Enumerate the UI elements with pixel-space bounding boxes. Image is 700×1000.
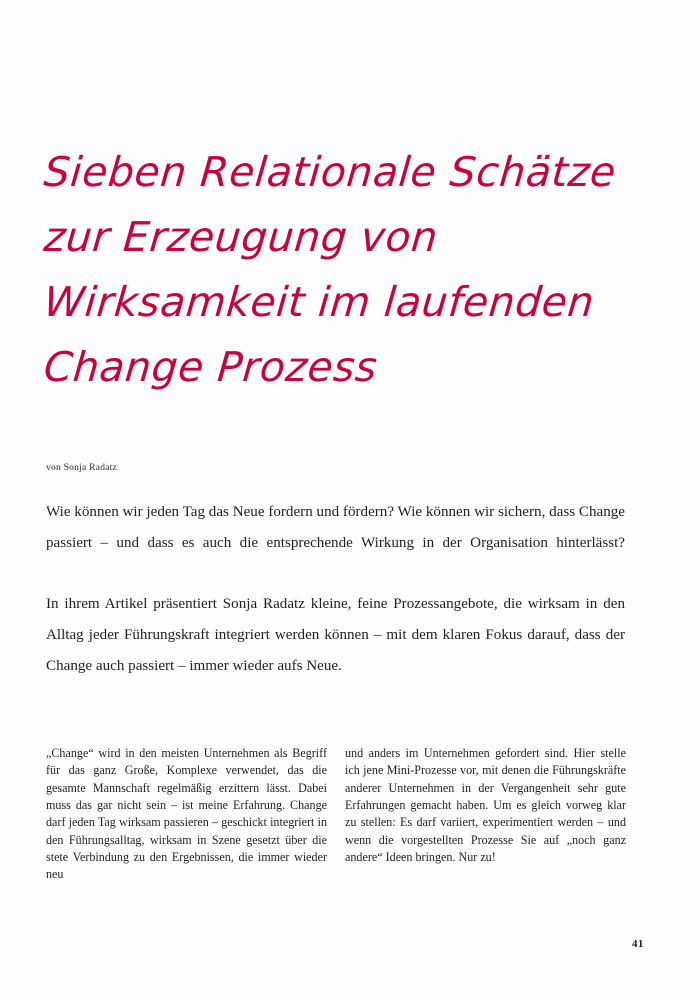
lead-paragraph-2: In ihrem Artikel präsentiert Sonja Radatz kleine, feine Prozessangebote, die wirksam in den Alltag jeder Führungskraft integriert werden können – mit dem klaren Fokus darauf, dass der Change auch passiert – immer wieder aufs Neue. — [46, 596, 625, 674]
byline: von Sonja Radatz — [46, 463, 118, 473]
body-column-left — [46, 745, 327, 884]
body-column-right — [345, 745, 626, 884]
title-line-1: Sieben Relationale Schätze — [41, 148, 619, 196]
title-line-4: Change Prozess — [41, 343, 380, 391]
body-text-columns — [46, 745, 626, 884]
lead-paragraph-block — [46, 497, 625, 682]
lead-paragraph-1: Wie können wir jeden Tag das Neue fordern und fördern? Wie können wir sichern, dass Change passiert – und dass es auch die entsprechende Wirkung in der Organisation hinterlässt? — [46, 504, 625, 551]
body-paragraph: „Change“ wird in den meisten Unternehmen als Begriff für das ganz Große, Komplexe verwendet, das die gesamte Mannschaft regelmäßig erzittern lässt. Dabei muss das gar nicht sein – ist meine Erfahrung. Change darf jeden Tag wirksam passieren – geschickt integriert in den Führungsalltag, wirksam in Szene gesetzt über die stete Verbindung zu den Ergebnissen, die immer wieder neu — [46, 746, 327, 882]
title-line-3: Wirksamkeit im laufenden — [41, 278, 597, 326]
page-number: 41 — [632, 938, 644, 950]
title-line-2: zur Erzeugung von — [41, 213, 440, 261]
body-paragraph: und anders im Unternehmen gefordert sind. Hier stelle ich jene Mini-Prozesse vor, mit denen die Führungskräfte anderer Unternehmen in der Vergangenheit sehr gute Erfahrungen gemacht haben. Um es gleich vorweg klar zu stellen: Es darf variiert, experimentiert werden – und wenn die vorgestellten Prozesse Sie auf „noch ganz andere“ Ideen bringen. Nur zu! — [345, 746, 626, 865]
page-title — [41, 140, 644, 400]
